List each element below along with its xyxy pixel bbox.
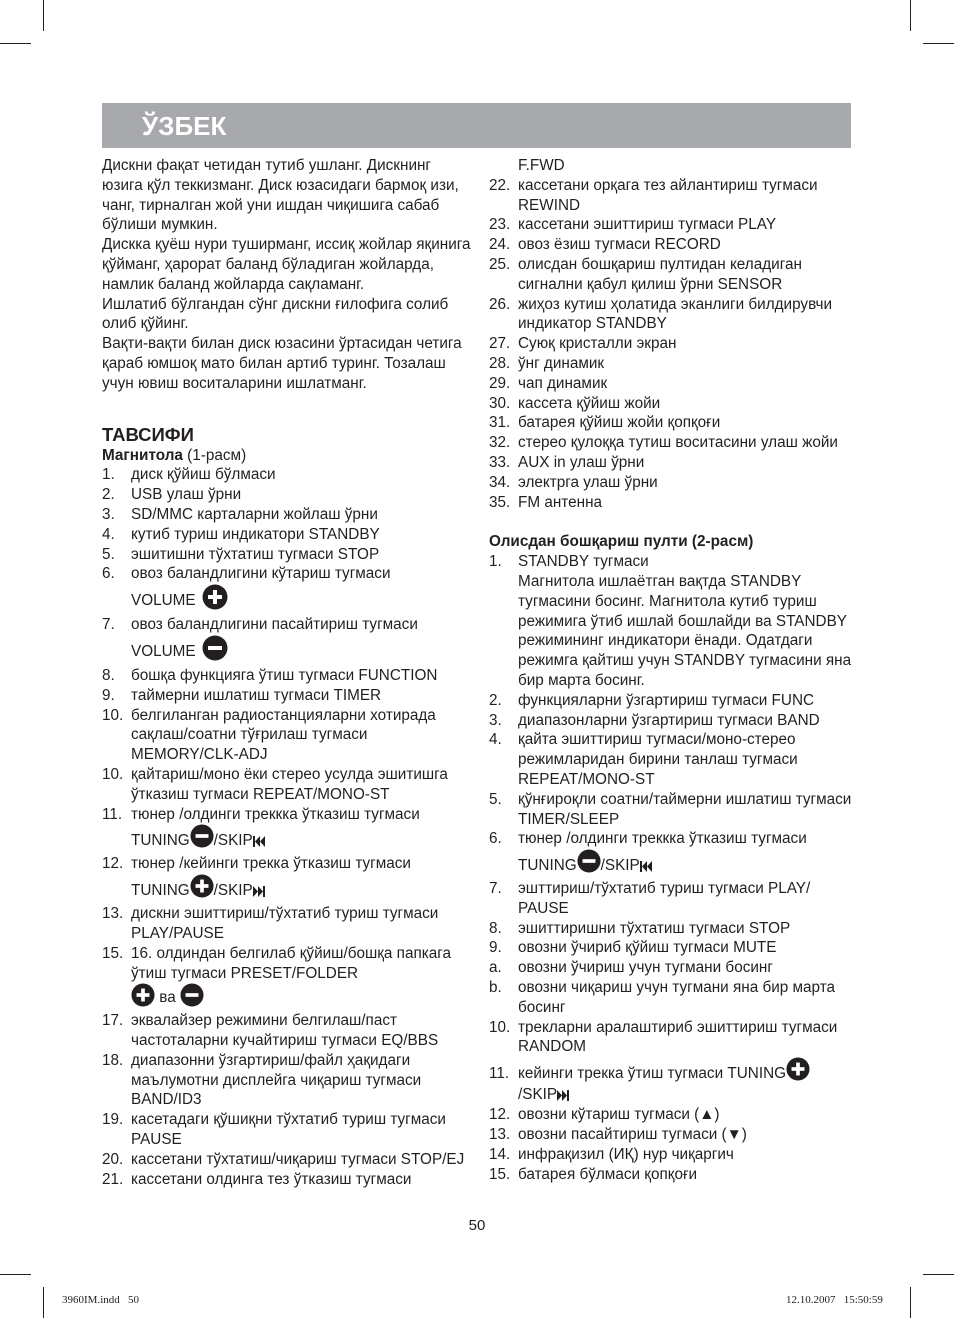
list-item xyxy=(489,473,859,493)
item-number: 10. xyxy=(102,765,124,783)
list-item xyxy=(102,465,474,485)
item-number: 9. xyxy=(102,686,115,704)
item-number: 6. xyxy=(102,565,115,583)
language-header xyxy=(102,103,851,148)
intro-paragraph: Дискка қуёш нури туширманг, иссиқ жойлар яқинига қўйманг, ҳарорат баланд бўладиган жойларда, намлик баланд жойларда сақламанг. xyxy=(102,236,471,293)
item-number: 15. xyxy=(489,1165,511,1183)
item-text: VOLUME xyxy=(131,592,196,610)
plus-circle-icon xyxy=(786,1057,810,1081)
list-item xyxy=(102,615,474,666)
item-text: TUNING xyxy=(131,882,190,900)
item-text: эшттириш/тўхтатиб туриш тугмаси PLAY/ PAUSE xyxy=(518,880,811,917)
item-number: 26. xyxy=(489,295,511,313)
item-text: овоз ёзиш тугмаси RECORD xyxy=(518,236,721,254)
item-number: 6. xyxy=(489,830,502,848)
subhead-rest: (1-расм) xyxy=(182,446,247,464)
list-item xyxy=(489,829,859,879)
list-item xyxy=(489,711,859,731)
crop-mark xyxy=(0,1274,31,1275)
item-text: TUNING xyxy=(131,832,190,850)
item-number: 35. xyxy=(489,493,511,511)
item-number: 32. xyxy=(489,434,511,452)
list-item xyxy=(489,1057,859,1105)
list-item xyxy=(102,1150,474,1170)
list-item xyxy=(489,493,859,513)
item-number: 2. xyxy=(489,691,502,709)
item-text: AUX in улаш ўрни xyxy=(518,453,645,471)
item-number: 5. xyxy=(102,545,115,563)
list-item xyxy=(489,879,859,919)
list-item xyxy=(489,552,859,691)
item-text: қўнғироқли соатни/таймерни ишлатиш тугмаси TIMER/SLEEP xyxy=(518,790,852,828)
item-number: 3. xyxy=(102,505,115,523)
list-item xyxy=(102,904,474,944)
item-text: SD/MMC карталарни жойлаш ўрни xyxy=(131,505,378,523)
item-number: b. xyxy=(489,979,502,997)
item-number: 12. xyxy=(489,1106,511,1124)
list-item xyxy=(489,1165,859,1185)
item-number: 25. xyxy=(489,255,511,273)
item-number: 15. xyxy=(102,944,124,962)
list-item xyxy=(102,805,474,855)
item-number: 27. xyxy=(489,335,511,353)
item-text: электрга улаш ўрни xyxy=(518,473,658,491)
list-item xyxy=(489,790,859,830)
item-number: 13. xyxy=(102,905,124,923)
item-text: кассетани эшиттириш тугмаси PLAY xyxy=(518,216,777,234)
item-text: қайта эшиттириш тугмаси/моно-стерео режимларидан бирини танлаш тугмаси REPEAT/MONO-ST xyxy=(518,731,798,788)
list-item xyxy=(102,944,474,1012)
item-text: қайтариш/моно ёки стерео усулда эшитишга ўтказиш тугмаси REPEAT/MONO-ST xyxy=(131,765,448,803)
item-number: 9. xyxy=(489,939,502,957)
list-item xyxy=(102,706,474,765)
intro-paragraph: Ишлатиб бўлгандан сўнг дискни ғилофига солиб олиб қўйинг. xyxy=(102,295,449,333)
item-number: 8. xyxy=(489,919,502,937)
item-text: касетадаги қўшиқни тўхтатиб туриш тугмаси PAUSE xyxy=(131,1111,446,1149)
list-item xyxy=(489,1105,859,1125)
item-number: 23. xyxy=(489,216,511,234)
plus-circle-icon xyxy=(131,983,155,1007)
item-text: TUNING xyxy=(518,857,577,875)
plus-circle-icon xyxy=(190,874,214,898)
list-item xyxy=(489,374,859,394)
item-number: 10. xyxy=(489,1018,511,1036)
item-number: 1. xyxy=(489,553,502,571)
list-item-continuation xyxy=(489,156,859,176)
item-text: VOLUME xyxy=(131,642,196,660)
list-item xyxy=(102,666,474,686)
item-text: /SKIP xyxy=(518,1086,558,1104)
item-text: овозни чиқариш учун тугмани яна бир марта босинг xyxy=(518,979,836,1016)
skip-previous-icon xyxy=(640,861,652,872)
item-text: тюнер /олдинги треккка ўтказиш тугмаси xyxy=(518,830,807,848)
item-text: овозни ўчириш учун тугмани босинг xyxy=(518,959,773,977)
list-item xyxy=(489,978,859,1018)
item-number: 21. xyxy=(102,1170,124,1188)
item-text: олисдан бошқариш пултидан келадиган сигнални қабул қилиш ўрни SENSOR xyxy=(518,255,802,293)
crop-mark xyxy=(923,43,954,44)
list-item xyxy=(102,525,474,545)
item-text: ўнг динамик xyxy=(518,354,605,372)
item-text: кассетани тўхтатиш/чиқариш тугмаси STOP/EJ xyxy=(131,1150,465,1168)
item-text: /SKIP xyxy=(213,882,253,900)
item-number: 8. xyxy=(102,666,115,684)
item-text: USB улаш ўрни xyxy=(131,486,242,504)
item-text: кейинги трекка ўтиш тугмаси TUNING xyxy=(518,1065,787,1083)
list-item xyxy=(489,453,859,473)
list-item xyxy=(102,564,474,615)
crop-mark xyxy=(43,0,44,31)
item-text: диск қўйиш бўлмаси xyxy=(131,466,276,484)
item-number: 33. xyxy=(489,453,511,471)
item-number: 28. xyxy=(489,354,511,372)
list-item xyxy=(102,1170,474,1190)
item-number: 34. xyxy=(489,473,511,491)
page-number: 50 xyxy=(468,1217,486,1234)
list-item xyxy=(489,215,859,235)
item-text: овозни кўтариш тугмаси (▲) xyxy=(518,1106,720,1124)
list-item xyxy=(489,295,859,335)
footer-timestamp: 12.10.2007 15:50:59 xyxy=(786,1294,883,1306)
item-text: кассетани орқага тез айлантириш тугмаси REWIND xyxy=(518,176,818,214)
item-text: STANDBY тугмаси xyxy=(518,553,649,571)
crop-mark xyxy=(910,1287,911,1318)
item-text: диапазонни ўзгартириш/файл ҳақидаги маълумотни дисплейга чиқариш тугмаси BAND/ID3 xyxy=(131,1051,422,1109)
item-text: 16. олдиндан белгилаб қўйиш/бошқа папкага ўтиш тугмаси PRESET/FOLDER xyxy=(131,944,452,982)
minus-circle-icon xyxy=(180,983,204,1007)
skip-next-icon xyxy=(253,886,265,897)
item-text: стерео қулоққа тутиш воситасини улаш жойи xyxy=(518,434,838,452)
item-text: Суюқ кристалли экран xyxy=(518,335,677,353)
item-text: овоз баландлигини кўтариш тугмаси xyxy=(131,565,391,583)
item-number: 29. xyxy=(489,374,511,392)
item-text: кутиб туриш индикатори STANDBY xyxy=(131,525,380,543)
crop-mark xyxy=(0,43,31,44)
list-item xyxy=(489,1125,859,1145)
list-item xyxy=(489,413,859,433)
list-item xyxy=(489,958,859,978)
item-number: 18. xyxy=(102,1051,124,1069)
item-number: 7. xyxy=(102,616,115,634)
item-number: 31. xyxy=(489,414,511,432)
list-item xyxy=(489,938,859,958)
intro-paragraph: Вақти-вақти билан диск юзасини ўртасидан четига қараб юмшоқ мато билан артиб туринг. Тозалаш учун ювиш воситаларини ишлатманг. xyxy=(102,335,462,392)
item-text: FM антенна xyxy=(518,493,603,511)
item-text: F.FWD xyxy=(518,157,565,174)
item-number: 5. xyxy=(489,790,502,808)
item-number: 11. xyxy=(489,1065,510,1083)
crop-mark xyxy=(923,1274,954,1275)
item-number: 3. xyxy=(489,711,502,729)
list-item xyxy=(102,505,474,525)
item-text: тюнер /кейинги трекка ўтказиш тугмаси xyxy=(131,855,411,873)
item-number: 4. xyxy=(102,525,115,543)
list-item xyxy=(102,765,474,805)
item-text: дискни эшиттириш/тўхтатиб туриш тугмаси PLAY/PAUSE xyxy=(131,905,439,942)
minus-circle-icon xyxy=(202,635,228,661)
list-item xyxy=(489,433,859,453)
crop-mark xyxy=(43,1287,44,1318)
item-number: 13. xyxy=(489,1126,511,1144)
item-text: кассета қўйиш жойи xyxy=(518,394,661,412)
list-item xyxy=(489,334,859,354)
minus-circle-icon xyxy=(190,824,214,848)
list-item xyxy=(489,176,859,216)
remote-section-title: Олисдан бошқариш пулти (2-расм) xyxy=(489,533,754,551)
subhead-bold: Магнитола xyxy=(102,446,183,464)
item-number: 22. xyxy=(489,176,511,194)
plus-circle-icon xyxy=(202,584,228,610)
skip-next-icon xyxy=(557,1090,569,1101)
page-title: ЎЗБЕК xyxy=(142,111,227,141)
item-text: /SKIP xyxy=(600,857,640,875)
item-text: овозни ўчириб қўйиш тугмаси MUTE xyxy=(518,939,777,957)
item-number: 10. xyxy=(102,706,124,724)
left-column xyxy=(102,156,474,1189)
item-text: эквалайзер режимини белгилаш/паст частоталарни кучайтириш тугмаси EQ/BBS xyxy=(131,1012,439,1050)
item-number: 12. xyxy=(102,855,124,873)
intro-paragraph: Дискни фақат четидан тутиб ушланг. Дискнинг юзига қўл теккизманг. Диск юзасидаги бармоқ изи, чанг, тирналган жой уни ишдан чиқишига сабаб бўлиши мумкин. xyxy=(102,157,459,234)
list-item xyxy=(489,354,859,374)
item-number: 14. xyxy=(489,1145,511,1163)
item-text: диапазонларни ўзгартириш тугмаси BAND xyxy=(518,711,820,729)
list-item xyxy=(102,485,474,505)
item-text: батарея бўлмаси қопқоғи xyxy=(518,1165,698,1183)
item-text: батарея қўйиш жойи қопқоғи xyxy=(518,414,721,432)
skip-previous-icon xyxy=(253,836,265,847)
item-text: чап динамик xyxy=(518,374,608,392)
list-item xyxy=(102,854,474,904)
item-text: эшитишни тўхтатиш тугмаси STOP xyxy=(131,545,380,563)
list-item xyxy=(489,255,859,295)
item-number: a. xyxy=(489,959,502,977)
item-number: 17. xyxy=(102,1012,124,1030)
footer-file-info: 3960IM.indd 50 xyxy=(62,1294,139,1306)
list-item xyxy=(102,1051,474,1110)
item-text: ва xyxy=(159,989,176,1007)
item-text: тюнер /олдинги треккка ўтказиш тугмаси xyxy=(131,805,420,823)
item-text: овозни пасайтириш тугмаси (▼) xyxy=(518,1126,747,1144)
section-subhead xyxy=(102,446,474,466)
item-number: 20. xyxy=(102,1150,124,1168)
item-text: кассетани олдинга тез ўтказиш тугмаси xyxy=(131,1170,412,1188)
item-number: 4. xyxy=(489,731,502,749)
list-item xyxy=(102,1110,474,1150)
item-text: эшиттиришни тўхтатиш тугмаси STOP xyxy=(518,919,791,937)
list-item xyxy=(489,691,859,711)
right-column xyxy=(489,156,859,1184)
item-text: овоз баландлигини пасайтириш тугмаси xyxy=(131,616,418,634)
item-number: 30. xyxy=(489,394,511,412)
list-item xyxy=(102,686,474,706)
list-item xyxy=(489,394,859,414)
item-text: трекларни аралаштириб эшиттириш тугмаси RANDOM xyxy=(518,1018,838,1056)
list-item xyxy=(102,1011,474,1051)
item-number: 19. xyxy=(102,1111,124,1129)
item-number: 2. xyxy=(102,486,115,504)
item-number: 11. xyxy=(102,805,123,823)
item-text: белгиланган радиостанцияларни хотирада сақлаш/соатни тўғрилаш тугмаси MEMORY/CLK-ADJ xyxy=(131,706,436,764)
crop-mark xyxy=(910,0,911,31)
item-number: 7. xyxy=(489,880,502,898)
item-description: Магнитола ишлаётган вақтда STANDBY тугмасини босинг. Магнитола кутиб туриш режимига ўтиб ишлай бошлайди ва STANDBY режимининг индикатори ёнади. Одатдаги режимга қайтиш учун STANDBY тугмасини яна бир марта босинг. xyxy=(518,572,852,689)
item-text: функцияларни ўзгартириш тугмаси FUNC xyxy=(518,691,815,709)
list-item xyxy=(102,545,474,565)
item-number: 24. xyxy=(489,236,511,254)
minus-circle-icon xyxy=(577,849,601,873)
list-item xyxy=(489,235,859,255)
list-item xyxy=(489,1018,859,1058)
item-text: бошқа функцияга ўтиш тугмаси FUNCTION xyxy=(131,666,438,684)
list-item xyxy=(489,919,859,939)
item-text: инфрақизил (ИҚ) нур чиқаргич xyxy=(518,1145,734,1163)
item-text: таймерни ишлатиш тугмаси TIMER xyxy=(131,686,382,704)
list-item xyxy=(489,1145,859,1165)
list-item xyxy=(489,730,859,789)
item-text: жиҳоз кутиш ҳолатида эканлиги билдирувчи индикатор STANDBY xyxy=(518,295,833,333)
item-number: 1. xyxy=(102,466,115,484)
section-title: ТАВСИФИ xyxy=(102,423,194,445)
item-text: /SKIP xyxy=(213,832,253,850)
